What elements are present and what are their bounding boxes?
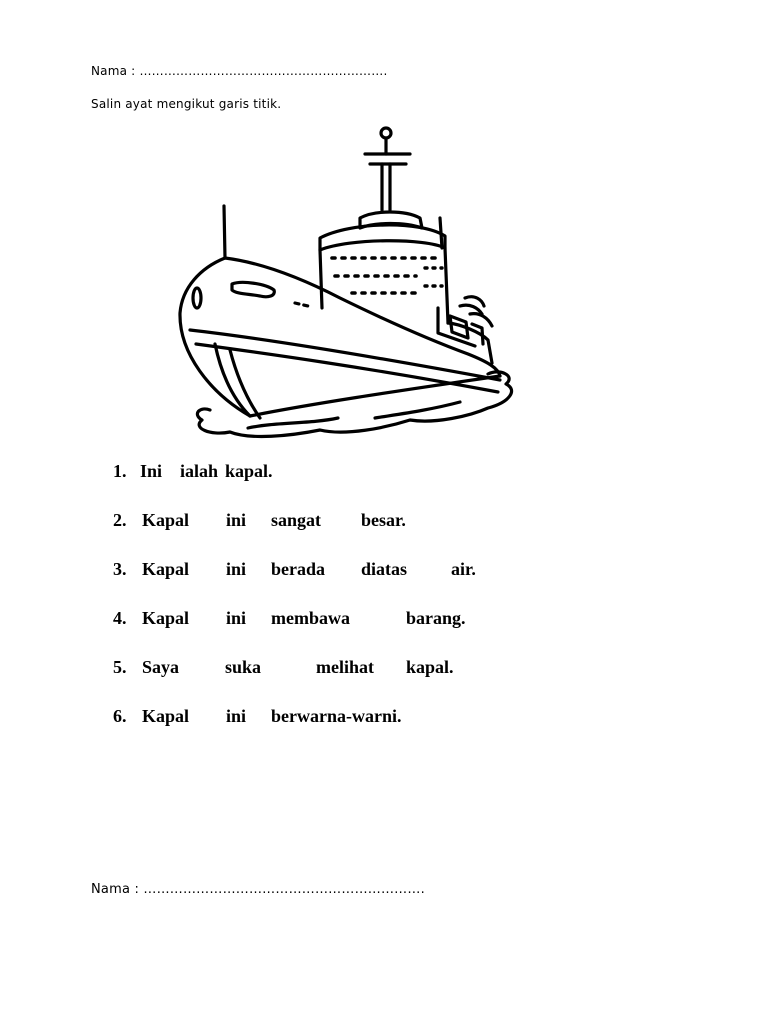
sentence-word: barang. (406, 608, 466, 628)
sentence-word: ini (226, 608, 247, 628)
sentence-word: ialah (180, 461, 219, 481)
name-line-bottom: Nama : ………………………………………………………. (91, 882, 425, 897)
sentence-word: suka (225, 657, 262, 677)
sentence-word: Kapal (142, 706, 190, 726)
sentence-word: ini (226, 706, 247, 726)
sentence-word: air. (451, 559, 476, 579)
sentence-number: 6. (113, 706, 127, 726)
sentence-word: kapal. (406, 657, 454, 677)
sentence-word: besar. (361, 510, 406, 530)
sentence-word: berwarna-warni. (271, 706, 402, 726)
sentence-word: Ini (140, 461, 163, 481)
sentence-word: Saya (142, 657, 180, 677)
sentence-word: Kapal (142, 510, 190, 530)
sentence-word: Kapal (142, 559, 190, 579)
sentence-number: 1. (113, 461, 127, 481)
sentence-word: sangat (271, 510, 322, 530)
name-line-top: Nama : ……………………………………………………. (91, 64, 388, 78)
sentence-word: kapal. (225, 461, 273, 481)
sentence-number: 2. (113, 510, 127, 530)
sentence-word: ini (226, 510, 247, 530)
sentence-word: Kapal (142, 608, 190, 628)
sentence-word: diatas (361, 559, 408, 579)
instruction-text: Salin ayat mengikut garis titik. (91, 97, 282, 111)
sentence-word: berada (271, 559, 325, 579)
sentence-word: ini (226, 559, 247, 579)
sentence-word: melihat (316, 657, 374, 677)
sentence-number: 5. (113, 657, 127, 677)
sentence-number: 3. (113, 559, 127, 579)
sentence-word: membawa (271, 608, 350, 628)
ship-illustration (170, 118, 530, 453)
sentence-number: 4. (113, 608, 127, 628)
